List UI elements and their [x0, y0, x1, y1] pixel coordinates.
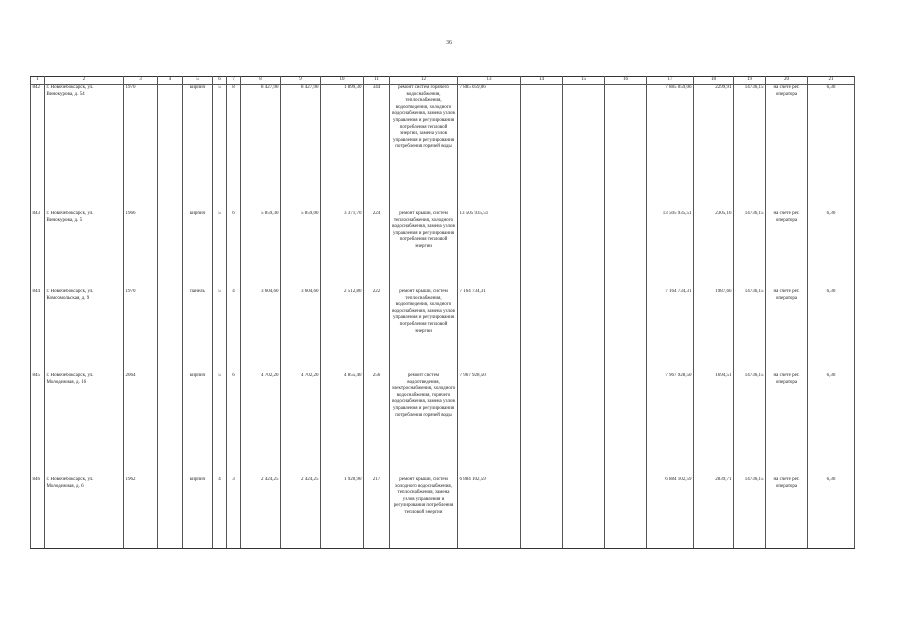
cell-cost: 6 884 102,59 [458, 477, 521, 549]
cell-method: на счете рег. оператора [766, 373, 808, 477]
cell-area-total: 8 427,90 [241, 85, 281, 212]
cell-method: на счете рег. оператора [766, 289, 808, 373]
column-header-17: 17 [647, 77, 694, 85]
cell-n: 844 [31, 289, 45, 373]
cell-works: ремонт крыши, систем холодного водоснабжения, теплоснабжения, замена узлов управления и регулирования потребления тепловой энергии [390, 477, 458, 549]
column-header-18: 18 [694, 77, 734, 85]
table-body [31, 85, 855, 549]
cell-area-total: 5 859,30 [241, 211, 281, 289]
column-header-16: 16 [605, 77, 647, 85]
cell-residents: 256 [364, 373, 390, 477]
cell-area-total: 4 702,20 [241, 373, 281, 477]
cell-works: ремонт крыши, систем теплоснабжения, водоотведения, холодного водоснабжения, замена узлов управления и регулирования потребления тепловой энергии [390, 289, 458, 373]
cell-c15 [563, 211, 605, 289]
column-header-13: 13 [458, 77, 521, 85]
column-header-10: 10 [321, 77, 364, 85]
cell-entrances: 4 [227, 289, 241, 373]
table-row [31, 289, 855, 373]
cell-c21: 6,30 [808, 373, 855, 477]
cell-material: панель [183, 289, 213, 373]
page-number: 36 [446, 40, 452, 46]
cell-c15 [563, 289, 605, 373]
cell-n: 843 [31, 211, 45, 289]
cell-c4 [158, 85, 183, 212]
cell-residents: 217 [364, 477, 390, 549]
cell-c21: 6,30 [808, 211, 855, 289]
cell-method: на счете рег. оператора [766, 211, 808, 289]
column-header-9: 9 [281, 77, 321, 85]
cell-c18: 1987,66 [694, 289, 734, 373]
cell-residents: 224 [364, 211, 390, 289]
column-header-11: 11 [364, 77, 390, 85]
cell-material: кирпич [183, 85, 213, 212]
cell-area-living: 2 424,25 [281, 477, 321, 549]
cell-residents: 222 [364, 289, 390, 373]
column-header-1: 1 [31, 77, 45, 85]
column-header-14: 14 [521, 77, 563, 85]
cell-area-c10: 1 920,90 [321, 477, 364, 549]
cell-floors: 5 [213, 373, 227, 477]
cell-year: 1966 [124, 211, 158, 289]
cell-area-living: 8 427,90 [281, 85, 321, 212]
cell-method: на счете рег. оператора [766, 477, 808, 549]
cell-area-c10: 2 512,80 [321, 289, 364, 373]
cell-area-c10: 1 899,30 [321, 85, 364, 212]
cell-c18: 1694,51 [694, 373, 734, 477]
cell-c16 [605, 373, 647, 477]
cell-material: кирпич [183, 373, 213, 477]
cell-cost-total: 6 884 102,59 [647, 477, 694, 549]
cell-cost: 13 505 935,51 [458, 211, 521, 289]
column-header-5: 5 [183, 77, 213, 85]
cell-works: ремонт крыши, систем теплоснабжения, холодного водоснабжения, замена узлов управления и регулирования потребления тепловой энергии [390, 211, 458, 289]
cell-entrances: 6 [227, 211, 241, 289]
column-number-row [31, 77, 855, 85]
cell-floors: 5 [213, 289, 227, 373]
cell-c16 [605, 211, 647, 289]
cell-cost: 7 164 734,31 [458, 289, 521, 373]
cell-floors: 5 [213, 85, 227, 212]
table-row [31, 373, 855, 477]
cell-c18: 2305,16 [694, 211, 734, 289]
cell-c16 [605, 289, 647, 373]
cell-c19: 14736,15 [734, 289, 766, 373]
cell-cost: 7 967 928,50 [458, 373, 521, 477]
cell-cost-total: 7 885 059,06 [647, 85, 694, 212]
cell-area-living: 3 604,60 [281, 289, 321, 373]
column-header-12: 12 [390, 77, 458, 85]
column-header-21: 21 [808, 77, 855, 85]
column-header-7: 7 [227, 77, 241, 85]
cell-cost: 7 885 059,06 [458, 85, 521, 212]
cell-c19: 14736,15 [734, 211, 766, 289]
column-header-15: 15 [563, 77, 605, 85]
cell-c21: 6,30 [808, 85, 855, 212]
cell-address: г. Новочебоксарск, ул. Винокурова, д. 54 [45, 85, 124, 212]
cell-works: ремонт систем водоотведения, электроснабжения, холодного водоснабжения, горячего водоснабжения, замена узлов управления и регулирования потребления горячей воды [390, 373, 458, 477]
cell-entrances: 8 [227, 85, 241, 212]
cell-area-c10: 3 371,70 [321, 211, 364, 289]
cell-area-total: 3 604,60 [241, 289, 281, 373]
cell-address: г. Новочебоксарск, ул. Комсомольская, д. 9 [45, 289, 124, 373]
column-header-6: 6 [213, 77, 227, 85]
cell-c15 [563, 477, 605, 549]
cell-c15 [563, 85, 605, 212]
cell-address: г. Новочебоксарск, ул. Винокурова, д. 5 [45, 211, 124, 289]
cell-floors: 5 [213, 211, 227, 289]
cell-method: на счете рег. оператора [766, 85, 808, 212]
cell-cost-total: 7 164 734,31 [647, 289, 694, 373]
cell-c4 [158, 477, 183, 549]
cell-material: кирпич [183, 211, 213, 289]
cell-cost-total: 13 505 935,51 [647, 211, 694, 289]
cell-n: 846 [31, 477, 45, 549]
column-header-4: 4 [158, 77, 183, 85]
cell-year: 1962 [124, 477, 158, 549]
cell-c16 [605, 477, 647, 549]
cell-c18: 2299,91 [694, 85, 734, 212]
cell-c4 [158, 211, 183, 289]
cell-c19: 14736,15 [734, 85, 766, 212]
column-header-8: 8 [241, 77, 281, 85]
cell-c4 [158, 373, 183, 477]
cell-c14 [521, 289, 563, 373]
column-header-19: 19 [734, 77, 766, 85]
cell-year: 2064 [124, 373, 158, 477]
cell-c18: 2839,71 [694, 477, 734, 549]
cell-works: ремонт систем горячего водоснабжения, теплоснабжения, водоотведения, холодного водоснабжения, замена узлов управления и регулирования потребления тепловой энергии, замена узлов управления и регулирования потребления горячей воды [390, 85, 458, 212]
cell-c14 [521, 85, 563, 212]
cell-address: г. Новочебоксарск, ул. Молодежная, д. 16 [45, 373, 124, 477]
cell-floors: 4 [213, 477, 227, 549]
column-header-2: 2 [45, 77, 124, 85]
cell-c14 [521, 373, 563, 477]
cell-entrances: 6 [227, 373, 241, 477]
cell-c21: 6,30 [808, 477, 855, 549]
column-header-3: 3 [124, 77, 158, 85]
cell-c4 [158, 289, 183, 373]
cell-c16 [605, 85, 647, 212]
column-header-20: 20 [766, 77, 808, 85]
table-row [31, 477, 855, 549]
table-row [31, 85, 855, 212]
cell-area-total: 2 424,25 [241, 477, 281, 549]
cell-area-living: 4 702,20 [281, 373, 321, 477]
cell-c15 [563, 373, 605, 477]
cell-material: кирпич [183, 477, 213, 549]
housing-register-table [30, 76, 855, 549]
cell-area-c10: 4 855,40 [321, 373, 364, 477]
cell-c14 [521, 477, 563, 549]
cell-cost-total: 7 967 928,50 [647, 373, 694, 477]
cell-n: 842 [31, 85, 45, 212]
cell-address: г. Новочебоксарск, ул. Молодежная, д. 6 [45, 477, 124, 549]
cell-area-living: 5 859,00 [281, 211, 321, 289]
cell-n: 845 [31, 373, 45, 477]
table-row [31, 211, 855, 289]
cell-c14 [521, 211, 563, 289]
cell-residents: 344 [364, 85, 390, 212]
cell-c19: 14736,15 [734, 477, 766, 549]
cell-year: 1970 [124, 85, 158, 212]
cell-year: 1970 [124, 289, 158, 373]
cell-entrances: 3 [227, 477, 241, 549]
cell-c21: 6,30 [808, 289, 855, 373]
cell-c19: 14736,15 [734, 373, 766, 477]
